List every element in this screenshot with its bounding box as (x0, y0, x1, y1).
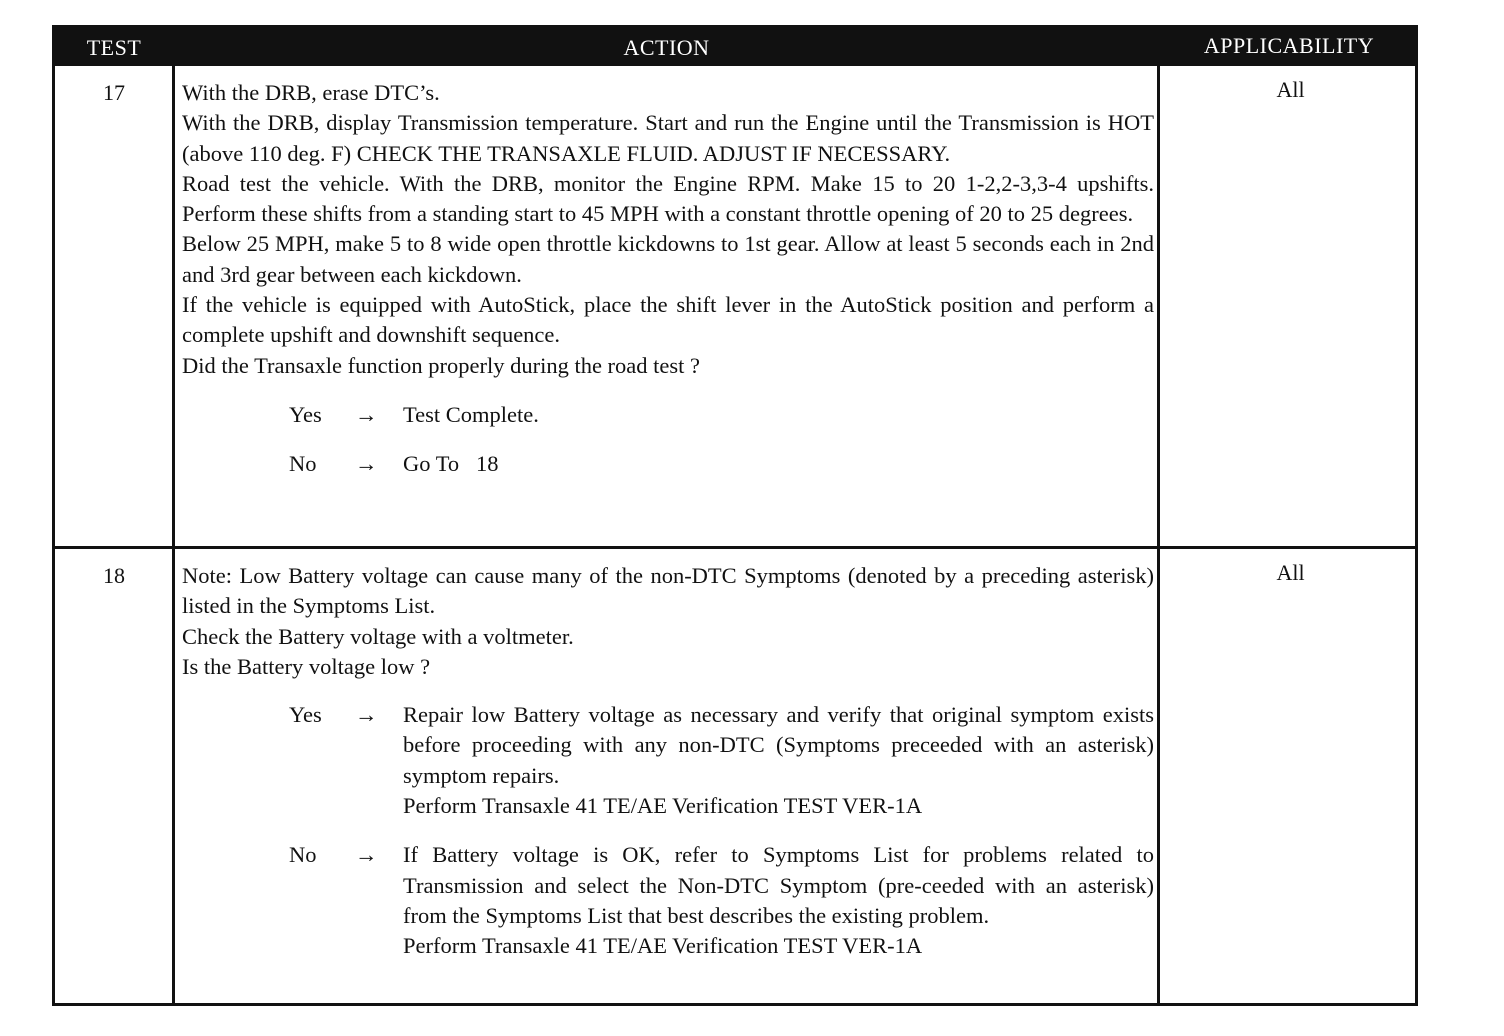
arrow-icon: → (355, 702, 378, 728)
action-paragraph: Below 25 MPH, make 5 to 8 wide open throttle kickdowns to 1st gear. Allow at least 5 seconds each in 2nd and 3rd gear between each kickdown. (182, 231, 1154, 287)
yes-label: Yes (289, 401, 322, 427)
action-cell-17 (182, 78, 1154, 480)
table-header-row (55, 28, 1415, 66)
action-paragraph: Note: Low Battery voltage can cause many of the non-DTC Symptoms (denoted by a preceding asterisk) listed in the Symptoms List. (182, 563, 1154, 619)
column-divider (172, 66, 175, 1006)
question: Is the Battery voltage low ? (182, 653, 431, 679)
yes-result: Test Complete. (403, 401, 539, 427)
no-result-text: If Battery voltage is OK, refer to Symptoms List for problems related to Transmission and select the Non-DTC Symptom (pre-ceeded with an asterisk) from the Symptoms List that best describes the existing problem. (403, 842, 1154, 928)
arrow-icon: → (355, 842, 378, 868)
test-number-18: 18 (103, 563, 125, 588)
no-result: Go To 18 (403, 451, 499, 477)
no-label: No (289, 842, 317, 868)
applicability-17: All (1276, 77, 1305, 102)
yes-result (403, 700, 1154, 821)
yes-answer (289, 400, 1154, 430)
test-number-17: 17 (103, 80, 125, 105)
action-cell-18 (182, 561, 1154, 962)
yes-verification-step: Perform Transaxle 41 TE/AE Verification TEST VER-1A (403, 793, 923, 819)
header-test: TEST (86, 35, 142, 60)
no-verification-step: Perform Transaxle 41 TE/AE Verification TEST VER-1A (403, 933, 923, 959)
no-label: No (289, 451, 317, 477)
yes-result-text: Repair low Battery voltage as necessary and verify that original symptom exists before proceeding with any non-DTC (Symptoms preceeded with an asterisk) symptom repairs. (403, 702, 1154, 788)
action-paragraph: Check the Battery voltage with a voltmeter. (182, 623, 574, 649)
yes-label: Yes (289, 702, 322, 728)
column-divider (1157, 66, 1160, 1006)
header-applicability: APPLICABILITY (1203, 33, 1375, 58)
action-paragraph: If the vehicle is equipped with AutoStick, place the shift lever in the AutoStick position and perform a complete upshift and downshift sequence. (182, 292, 1154, 348)
arrow-icon: → (355, 401, 378, 427)
action-paragraph: With the DRB, erase DTC’s. (182, 80, 440, 105)
no-answer (289, 449, 1154, 479)
diagnostic-test-table (52, 25, 1418, 1006)
action-paragraph: Road test the vehicle. With the DRB, monitor the Engine RPM. Make 15 to 20 1-2,2-3,3-4 upshifts. Perform these shifts from a standing start to 45 MPH with a constant throttle opening of 20 to 25 degrees. (182, 170, 1154, 227)
yes-answer (289, 700, 1154, 821)
arrow-icon: → (355, 451, 378, 477)
no-answer (289, 840, 1154, 961)
no-result (403, 840, 1154, 961)
applicability-18: All (1276, 560, 1305, 585)
action-paragraph: With the DRB, display Transmission temperature. Start and run the Engine until the Transmission is HOT (above 110 deg. F) CHECK THE TRANSAXLE FLUID. ADJUST IF NECESSARY. (182, 110, 1154, 166)
header-action: ACTION (623, 35, 710, 60)
question: Did the Transaxle function properly during the road test ? (182, 352, 701, 378)
row-divider (55, 546, 1415, 549)
